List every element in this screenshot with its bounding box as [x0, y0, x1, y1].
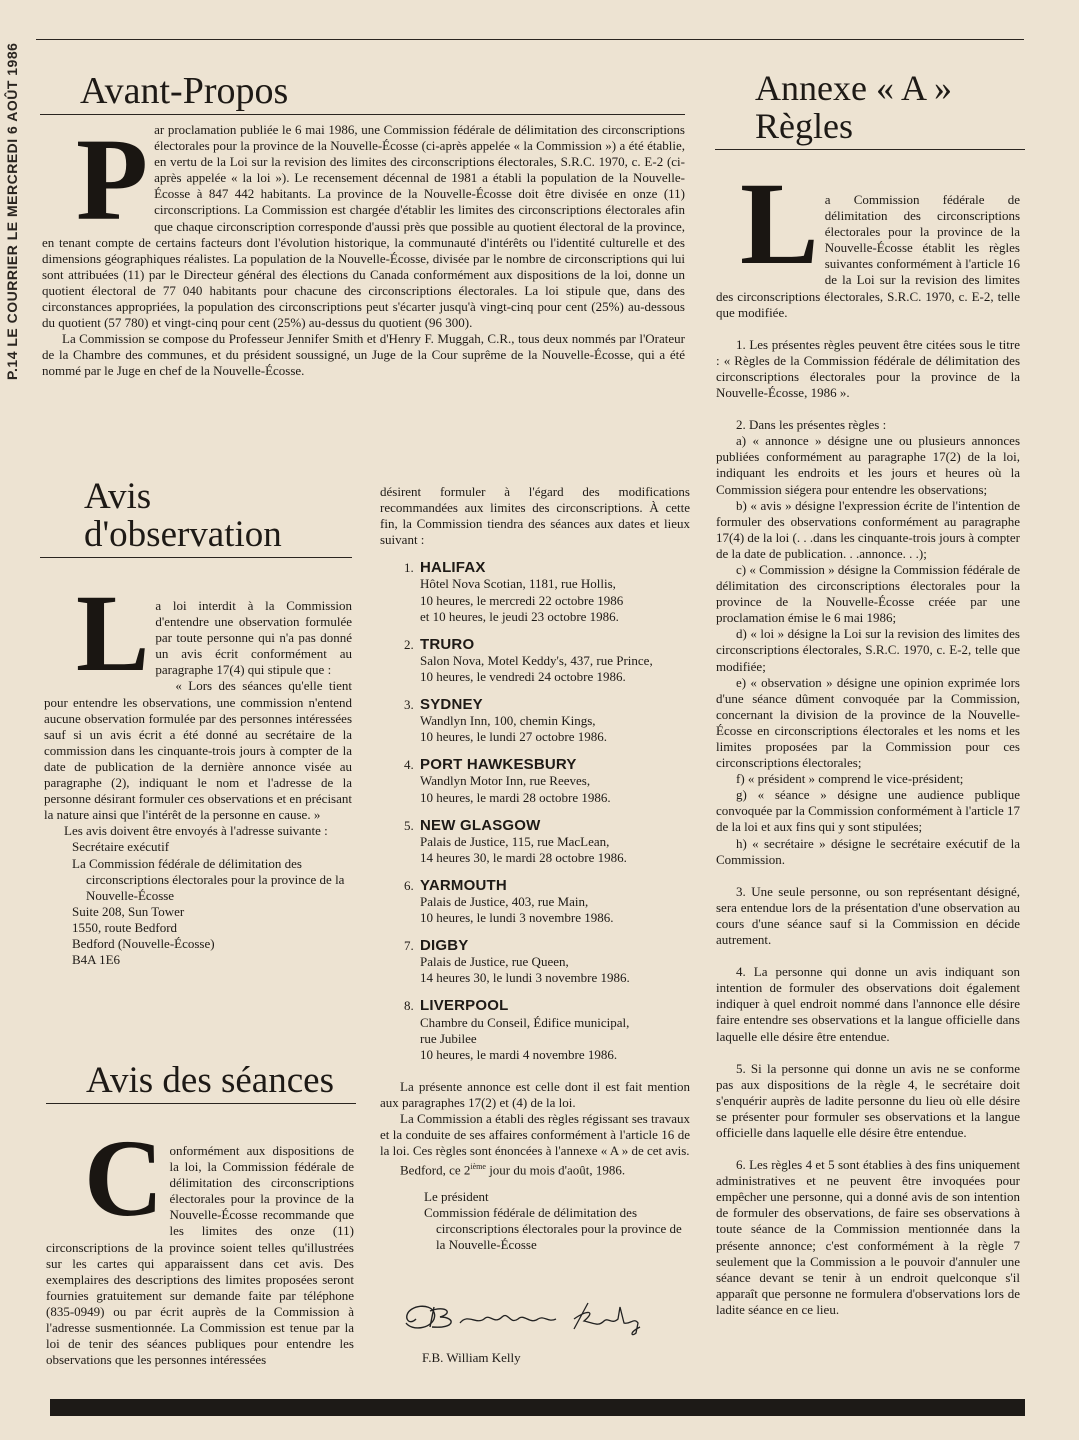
definition-e: e) « observation » désigne une opinion exprimée lors d'une séance dûment convoquée par la Commission, concernant la division de la province de la Nouvelle-Écosse en circonscriptions électorales et les noms et les limites proposées par la Commission pour ces circonscriptions électorales;: [716, 674, 1020, 771]
venue-liverpool: [404, 998, 690, 1062]
venue-line: 10 heures, le vendredi 24 octobre 1986.: [420, 668, 626, 684]
avis-observation-title-line2: d'observation: [84, 514, 282, 555]
closing-paragraph-1: La présente annonce est celle dont il est fait mention aux paragraphes 17(2) et (4) de la loi.: [380, 1078, 690, 1110]
venue-line: Hôtel Nova Scotian, 1181, rue Hollis,: [420, 576, 616, 592]
venue-number: 3.: [404, 697, 414, 713]
venue-new-glasgow: [404, 818, 690, 866]
avant-propos-p2: La Commission se compose du Professeur Jennifer Smith et d'Henry F. Muggah, C.R., tous deux nommés par l'Orateur de la Chambre des communes, et du président soussigné, un Juge de la Cour suprême de la Nouvelle-Écosse, qui a été nommé par le Juge en chef de la Nouvelle-Écosse.: [42, 331, 685, 379]
signatory-organization: Commission fédérale de délimitation des circonscriptions électorales pour la province de la Nouvelle-Écosse: [424, 1204, 682, 1252]
avis-observation-rule: [40, 557, 352, 558]
definition-g: g) « séance » désigne une audience publique convoquée par la Commission conformément à l'article 17 de la loi et aux fins qui y sont stipulées;: [716, 787, 1020, 835]
venue-name: DIGBY: [420, 937, 469, 955]
venue-line: 10 heures, le lundi 3 novembre 1986.: [420, 910, 614, 926]
rule-1: 1. Les présentes règles peuvent être citées sous le titre : « Règles de la Commission fédérale de délimitation des circonscriptions électorales pour la province de la Nouvelle-Écosse, 1986 ».: [716, 336, 1020, 401]
venue-line: Wandlyn Motor Inn, rue Reeves,: [420, 773, 591, 789]
address-line: La Commission fédérale de délimitation des circonscriptions électorales pour la province de la Nouvelle-Écosse: [72, 855, 345, 903]
definition-h: h) « secrétaire » désigne le secrétaire exécutif de la Commission.: [716, 835, 1020, 867]
avis-observation-quote: « Lors des séances qu'elle tient pour entendre les observations, une commission n'entend aucune observation formulée par des personnes intéressées sauf si un avis écrit a été donné au secrétaire de la commission dans les cinquante-trois jours à compter de la date de publication de la dernière annonce visée au paragraphe (2), indiquant le nom et l'adresse de la personne désirant formuler ces observations et en précisant la nature ainsi que l'intérêt de la personne en cause. »: [44, 678, 352, 823]
venue-line: 14 heures 30, le mardi 28 octobre 1986.: [420, 849, 627, 865]
annexe-body: [716, 158, 1020, 1318]
venue-line: Palais de Justice, rue Queen,: [420, 954, 569, 970]
address-line: Bedford (Nouvelle-Écosse): [72, 935, 215, 951]
spacer: [716, 868, 1020, 884]
address-line: Secrétaire exécutif: [72, 839, 170, 855]
avis-seances-cont: désirent formuler à l'égard des modifications recommandées aux limites des circonscriptions. À cette fin, la Commission tiendra des séances aux dates et lieux suivant :: [380, 484, 690, 548]
venue-truro: [404, 637, 690, 685]
venue-number: 8.: [404, 998, 414, 1014]
avant-propos-title: Avant-Propos: [80, 70, 289, 112]
signatory-name-block: [422, 1350, 682, 1366]
venue-line: Palais de Justice, 115, rue MacLean,: [420, 833, 610, 849]
spacer: [716, 401, 1020, 417]
venue-name: HALIFAX: [420, 559, 486, 577]
rule-4: 4. La personne qui donne un avis indiquant son intention de formuler des observations doit également indiquer à quel endroit nommé dans l'annonce elle désire faire entendre ses observations et la langue officielle dans laquelle elle désire être entendue.: [716, 964, 1020, 1044]
rule-2: 2. Dans les présentes règles :: [736, 417, 887, 433]
venue-halifax: [404, 560, 690, 624]
avis-seances-p1: onformément aux dispositions de la loi, la Commission fédérale de délimitation des circonscriptions électorales pour la province de la Nouvelle-Écosse recommande que les limites des onze (11) circonscriptions de la province soient telles qu'illustrées sur les cartes qui apparaissent dans cet avis. Des exemplaires des descriptions des limites proposées seront fournies gratuitement sur demande faite par téléphone (835-0949) ou par écrit auprès de la Commission à l'adresse susmentionnée. La Commission est tenue par la loi de tenir des séances publiques pour entendre les observations que les personnes intéressées: [46, 1143, 354, 1368]
bottom-bar: [50, 1399, 1025, 1416]
venue-line: Salon Nova, Motel Keddy's, 437, rue Prince,: [420, 652, 653, 668]
avis-seances-rule: [46, 1103, 356, 1104]
venue-name: SYDNEY: [420, 696, 483, 714]
secretariat-address: [44, 839, 352, 968]
rule-6: 6. Les règles 4 et 5 sont établies à des fins uniquement administratives et ne peuvent être invoquées pour empêcher une personne, qui a donné avis de son intention de formuler des observations, de faire ses observations à toute séance de la Commission mentionnée dans la présente annonce; c'est conformément à la règle 7 seulement que la Commission a le pouvoir d'annuler une séance devant se tenir à un endroit quelconque s'il apparaît que personne ne formulera d'observations lors de ladite séance en ce lieu.: [716, 1157, 1020, 1317]
venue-name: PORT HAWKESBURY: [420, 756, 577, 774]
avis-observation-body: [44, 572, 352, 968]
annexe-title-line2: Règles: [755, 106, 853, 146]
avis-observation-dropcap: L: [76, 572, 150, 694]
venue-number: 6.: [404, 877, 414, 893]
venue-digby: [404, 938, 690, 986]
venue-number: 1.: [404, 560, 414, 576]
venue-number: 4.: [404, 757, 414, 773]
avis-seances-title: Avis des séances: [86, 1060, 334, 1101]
avis-seances-body: [46, 1117, 354, 1368]
venue-line: Chambre du Conseil, Édifice municipal,: [420, 1014, 630, 1030]
address-line: B4A 1E6: [72, 952, 121, 968]
venue-port-hawkesbury: [404, 757, 690, 805]
rule-3: 3. Une seule personne, ou son représentant désigné, sera entendue lors de la présentation d'une observation au cours d'une séance sauf si la Commission en décide autrement.: [716, 883, 1020, 948]
date-superscript: ième: [470, 1162, 486, 1172]
spacer: [716, 1141, 1020, 1157]
signature-handwriting: [398, 1297, 668, 1337]
venue-line: 10 heures, le mercredi 22 octobre 1986: [420, 592, 624, 608]
avant-propos-p1: ar proclamation publiée le 6 mai 1986, une Commission fédérale de délimitation des circonscriptions électorales pour la province de la Nouvelle-Écosse (ci-après appelée « la Commission ») a été établie, en vertu de la Loi sur la revision des limites des circonscriptions électorales, S.R.C. 1970, c. E-2 (ci-après appelée « la loi »). Le recensement décennal de 1981 a établi la population de la Nouvelle-Écosse à 847 442 habitants. La province de la Nouvelle-Écosse doit être divisée en onze (11) circonscriptions. La Commission est chargée d'établir les limites des circonscriptions électorales afin que chaque circonscription corresponde d'aussi près que possible au quotient électoral de la province, en tenant compte de certains facteurs dont l'évolution historique, la communauté d'intérêts ou l'identité culturelle et des dimensions géographiques réalistes. La population de la Nouvelle-Écosse, divisée par le nombre de circonscriptions qui lui sont attribuées (11) par le Directeur général des élections du Canada conformément aux dispositions de la loi, donne un quotient électoral de 77 040 habitants pour chacune des circonscriptions électorales. La loi stipule que, dans des circonstances appropriées, la population des circonscriptions peut s'écarter jusqu'à vingt-cinq pour cent (25%) au-dessous du quotient (57 780) et vingt-cinq pour cent (25%) au-dessus du quotient (96 300).: [42, 122, 685, 331]
venue-line: Palais de Justice, 403, rue Main,: [420, 893, 589, 909]
closing-date: [380, 1159, 690, 1178]
annexe-title-line1: Annexe « A »: [755, 68, 952, 108]
date-prefix: Bedford, ce 2: [400, 1162, 471, 1178]
venue-line: 10 heures, le mardi 4 novembre 1986.: [420, 1046, 618, 1062]
venue-line: 14 heures 30, le lundi 3 novembre 1986.: [420, 970, 630, 986]
avis-observation-p1: a loi interdit à la Commission d'entendre une observation formulée par toute personne qui n'a pas donné un avis écrit conformément au paragraphe 17(4) qui stipule que :: [155, 598, 352, 678]
venue-name: YARMOUTH: [420, 876, 507, 894]
venue-name: NEW GLASGOW: [420, 816, 541, 834]
venue-line: 10 heures, le mardi 28 octobre 1986.: [420, 789, 611, 805]
definition-c: c) « Commission » désigne la Commission fédérale de délimitation des circonscriptions électorales pour la province de la Nouvelle-Écosse créée par une proclamation émise le 6 mai 1986;: [716, 561, 1020, 626]
definition-a: a) « annonce » désigne une ou plusieurs annonces publiées conformément au paragraphe 17(2) de la loi, indiquant les endroits et les jours et heures où la Commission siégera pour entendre les observations;: [716, 433, 1020, 497]
definition-f: f) « président » comprend le vice-président;: [736, 771, 964, 787]
spacer: [380, 1063, 690, 1073]
spacer: [716, 321, 1020, 337]
signatory-role: Le président: [424, 1188, 489, 1204]
definition-d: d) « loi » désigne la Loi sur la revision des limites des circonscriptions électorales, S.R.C. 1970, c. E-2, telle que modifiée;: [716, 626, 1020, 674]
spacer: [716, 948, 1020, 964]
avis-observation-title-line1: Avis: [84, 476, 152, 517]
venue-number: 5.: [404, 817, 414, 833]
venue-number: 2.: [404, 636, 414, 652]
closing-paragraph-2: La Commission a établi des règles régissant ses travaux et la conduite de ses affaires conformément à l'article 16 de la loi. Ces règles sont énoncées à l'annexe « A » de cet avis.: [380, 1111, 690, 1159]
venue-line: rue Jubilee: [420, 1030, 477, 1046]
annexe-rule: [715, 149, 1025, 150]
venue-name: LIVERPOOL: [420, 997, 509, 1015]
spacer: [380, 1179, 690, 1189]
venue-name: TRURO: [420, 635, 475, 653]
page-folio: P.14 LE COURRIER LE MERCREDI 6 AOÛT 1986: [4, 42, 20, 380]
address-line: 1550, route Bedford: [72, 919, 178, 935]
venue-number: 7.: [404, 938, 414, 954]
signatory-name: F.B. William Kelly: [422, 1350, 521, 1365]
venue-line: Wandlyn Inn, 100, chemin Kings,: [420, 713, 596, 729]
annexe-dropcap: L: [740, 158, 819, 289]
venue-sydney: [404, 697, 690, 745]
address-line: Suite 208, Sun Tower: [72, 903, 185, 919]
avant-propos-dropcap: P: [76, 114, 149, 245]
annexe-intro: a Commission fédérale de délimitation des circonscriptions électorales pour la province de la Nouvelle-Écosse établit les règles suivantes conformément à l'article 16 de la Loi sur la revision des limites des circonscriptions électorales, S.R.C. 1970, c. E-2, telle que modifiée.: [716, 192, 1020, 320]
avant-propos-body: [42, 114, 685, 380]
venue-list: [380, 560, 690, 1062]
avis-seances-continued: [380, 484, 690, 1253]
top-rule: [36, 39, 1024, 40]
avis-seances-dropcap: C: [84, 1117, 164, 1239]
date-suffix: jour du mois d'août, 1986.: [485, 1162, 626, 1178]
venue-line: et 10 heures, le jeudi 23 octobre 1986.: [420, 608, 619, 624]
rule-5: 5. Si la personne qui donne un avis ne se conforme pas aux dispositions de la règle 4, le secrétaire doit s'enquérir auprès de ladite personne du lieu où elle désire se présenter pour formuler ses observations et la langue officielle dans laquelle elle désire être entendue.: [716, 1060, 1020, 1140]
spacer: [716, 1045, 1020, 1061]
avis-observation-p2: Les avis doivent être envoyés à l'adresse suivante :: [64, 823, 328, 839]
venue-yarmouth: [404, 878, 690, 926]
venue-line: 10 heures, le lundi 27 octobre 1986.: [420, 729, 608, 745]
definition-b: b) « avis » désigne l'expression écrite de l'intention de formuler des observations conformément au paragraphe 17(4) de la loi (. . .dans les cinquante-trois jours à compter de la date de publication. . .annonce. . .);: [716, 497, 1020, 561]
